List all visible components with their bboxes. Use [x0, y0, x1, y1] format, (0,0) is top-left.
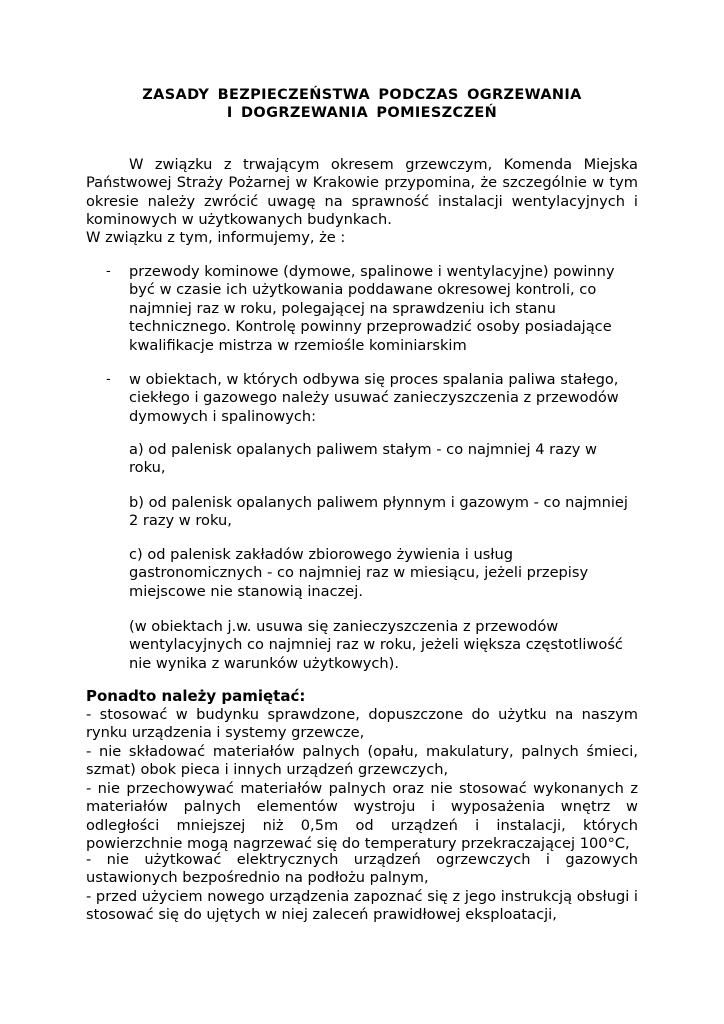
reminder-item-1: - stosować w budynku sprawdzone, dopuszczone do użytku na naszym rynku urządzenia i systemy grzewcze,	[86, 706, 638, 742]
document-page	[86, 0, 638, 1024]
sub-item-c: c) od palenisk zakładów zbiorowego żywienia i usług gastronomicznych - co najmniej raz w miesiącu, jeżeli przepisy miejscowe nie stanowią inaczej.	[129, 546, 589, 600]
document-title-line-1: ZASADY BEZPIECZEŃSTWA PODCZAS OGRZEWANIA	[142, 87, 582, 103]
list-item-chimney-inspection: przewody kominowe (dymowe, spalinowe i wentylacyjne) powinny być w czasie ich użytkowania poddawane okresowej kontroli, co najmniej raz w roku, polegającej na sprawdzeniu ich stanu technicznego. Kontrolę powinny przeprowadzić osoby posiadające kwalifikacje mistrza w rzemiośle kominiarskim	[129, 263, 615, 354]
intro-lead: W związku z tym, informujemy, że :	[86, 229, 346, 246]
ventilation-note: (w obiektach j.w. usuwa się zanieczyszczenia z przewodów wentylacyjnych co najmniej raz w roku, jeżeli większa częstotliwość nie wynika z warunków użytkowych).	[129, 618, 623, 672]
intro-paragraph: W związku z trwającym okresem grzewczym, Komenda Miejska Państwowej Straży Pożarnej w Krakowie przypomina, że szczególnie w tym okresie należy zwrócić uwagę na sprawność instalacji wentylacyjnych i kominowych w użytkowanych budynkach.	[86, 156, 638, 229]
list-item-cleaning: w obiektach, w których odbywa się proces spalania paliwa stałego, ciekłego i gazowego należy usuwać zanieczyszczenia z przewodów dymowych i spalinowych:	[129, 371, 619, 425]
reminders-heading: Ponadto należy pamiętać:	[86, 687, 306, 705]
sub-item-b: b) od palenisk opalanych paliwem płynnym i gazowym - co najmniej 2 razy w roku,	[129, 494, 628, 530]
sub-item-a: a) od palenisk opalanych paliwem stałym - co najmniej 4 razy w roku,	[129, 441, 597, 477]
reminder-item-4: - nie użytkować elektrycznych urządzeń ogrzewczych i gazowych ustawionych bezpośrednio na podłożu palnym,	[86, 851, 638, 887]
document-title-line-2: I DOGRZEWANIA POMIESZCZEŃ	[226, 105, 498, 121]
reminder-item-3: - nie przechowywać materiałów palnych oraz nie stosować wykonanych z materiałów palnych elementów wystroju i wyposażenia wnętrz w odległości mniejszej niż 0,5m od urządzeń i instalacji, których powierzchnie mogą nagrzewać się do temperatury przekraczającej 100°C,	[86, 780, 638, 853]
list-bullet-1: -	[106, 264, 111, 279]
list-bullet-2: -	[106, 372, 111, 387]
reminder-item-2: - nie składować materiałów palnych (opału, makulatury, palnych śmieci, szmat) obok pieca i innych urządzeń grzewczych,	[86, 743, 638, 779]
reminder-item-5: - przed użyciem nowego urządzenia zapoznać się z jego instrukcją obsługi i stosować się do ujętych w niej zaleceń prawidłowej eksploatacji,	[86, 888, 638, 924]
